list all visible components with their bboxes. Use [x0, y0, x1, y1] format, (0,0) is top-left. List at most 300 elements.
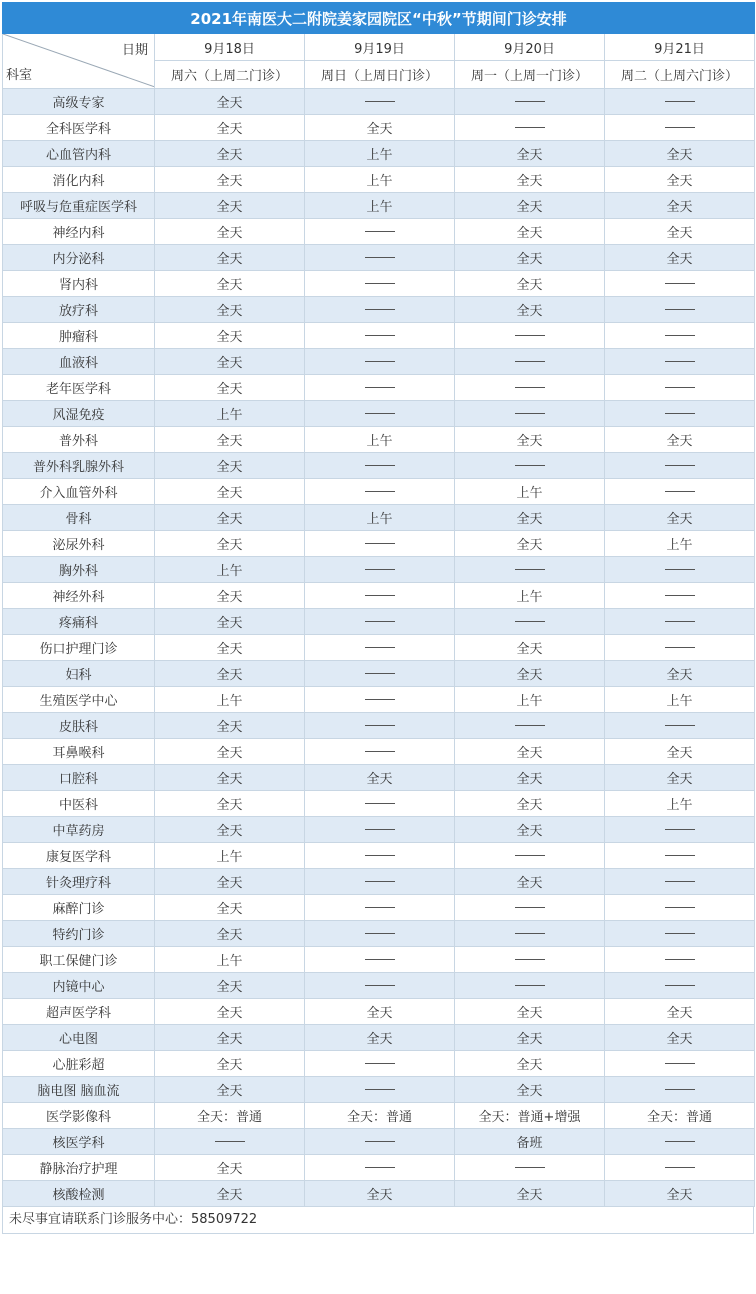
table-row — [3, 583, 755, 609]
table-row — [3, 1025, 755, 1051]
schedule-cell — [305, 479, 455, 505]
schedule-cell — [305, 973, 455, 999]
schedule-cell: 全天 — [155, 453, 305, 479]
date-header: 9月19日 — [305, 34, 455, 61]
not-open-dash — [365, 881, 395, 882]
schedule-cell: 全天 — [155, 375, 305, 401]
schedule-cell — [455, 947, 605, 973]
not-open-dash — [365, 491, 395, 492]
schedule-cell: 全天 — [605, 167, 755, 193]
not-open-dash — [665, 647, 695, 648]
not-open-dash — [365, 595, 395, 596]
department-cell: 生殖医学中心 — [3, 687, 155, 713]
schedule-cell — [305, 687, 455, 713]
schedule-cell — [605, 947, 755, 973]
table-row — [3, 401, 755, 427]
schedule-cell: 全天 — [155, 1051, 305, 1077]
not-open-dash — [365, 1141, 395, 1142]
not-open-dash — [665, 1141, 695, 1142]
table-row — [3, 1181, 755, 1207]
schedule-cell: 全天 — [305, 765, 455, 791]
department-cell: 内分泌科 — [3, 245, 155, 271]
schedule-cell: 全天 — [455, 167, 605, 193]
schedule-cell — [455, 895, 605, 921]
table-row — [3, 557, 755, 583]
schedule-cell: 全天 — [155, 583, 305, 609]
not-open-dash — [365, 933, 395, 934]
not-open-dash — [365, 361, 395, 362]
schedule-cell: 上午 — [605, 791, 755, 817]
table-row — [3, 531, 755, 557]
department-cell: 心电图 — [3, 1025, 155, 1051]
department-cell: 全科医学科 — [3, 115, 155, 141]
schedule-cell — [605, 1051, 755, 1077]
schedule-cell: 全天 — [455, 661, 605, 687]
schedule-cell: 上午 — [305, 427, 455, 453]
schedule-cell: 上午 — [155, 947, 305, 973]
schedule-cell — [305, 401, 455, 427]
schedule-cell: 全天 — [455, 531, 605, 557]
department-cell: 呼吸与危重症医学科 — [3, 193, 155, 219]
schedule-cell — [605, 635, 755, 661]
schedule-cell — [455, 843, 605, 869]
schedule-cell: 全天 — [155, 765, 305, 791]
schedule-cell — [305, 947, 455, 973]
weekday-header: 周二（上周六门诊） — [605, 61, 755, 89]
table-row — [3, 1129, 755, 1155]
table-row — [3, 375, 755, 401]
schedule-cell: 上午 — [455, 479, 605, 505]
schedule-cell: 全天 — [155, 115, 305, 141]
schedule-cell — [605, 271, 755, 297]
schedule-cell — [605, 89, 755, 115]
not-open-dash — [665, 127, 695, 128]
schedule-cell: 全天 — [155, 713, 305, 739]
not-open-dash — [365, 257, 395, 258]
schedule-cell: 全天 — [455, 141, 605, 167]
schedule-cell — [305, 661, 455, 687]
not-open-dash — [365, 803, 395, 804]
schedule-cell — [605, 1129, 755, 1155]
not-open-dash — [665, 933, 695, 934]
schedule-cell: 全天 — [305, 1025, 455, 1051]
department-cell: 神经外科 — [3, 583, 155, 609]
schedule-cell: 全天：普通 — [605, 1103, 755, 1129]
table-row — [3, 765, 755, 791]
schedule-cell — [305, 817, 455, 843]
department-cell: 职工保健门诊 — [3, 947, 155, 973]
not-open-dash — [365, 1063, 395, 1064]
table-row — [3, 427, 755, 453]
table-row — [3, 219, 755, 245]
table-row — [3, 947, 755, 973]
schedule-cell — [605, 401, 755, 427]
schedule-cell: 全天 — [305, 115, 455, 141]
not-open-dash — [665, 881, 695, 882]
schedule-cell — [305, 557, 455, 583]
schedule-cell — [605, 375, 755, 401]
not-open-dash — [665, 959, 695, 960]
table-row — [3, 245, 755, 271]
schedule-cell: 上午 — [155, 687, 305, 713]
department-cell: 特约门诊 — [3, 921, 155, 947]
schedule-cell — [305, 349, 455, 375]
schedule-cell — [305, 271, 455, 297]
schedule-cell: 全天 — [455, 791, 605, 817]
schedule-cell: 上午 — [305, 505, 455, 531]
schedule-cell — [305, 791, 455, 817]
department-cell: 妇科 — [3, 661, 155, 687]
schedule-cell: 备班 — [455, 1129, 605, 1155]
schedule-cell: 全天 — [455, 739, 605, 765]
schedule-cell — [305, 245, 455, 271]
not-open-dash — [365, 1089, 395, 1090]
not-open-dash — [365, 413, 395, 414]
not-open-dash — [665, 907, 695, 908]
department-cell: 康复医学科 — [3, 843, 155, 869]
department-cell: 骨科 — [3, 505, 155, 531]
not-open-dash — [665, 101, 695, 102]
schedule-cell — [455, 115, 605, 141]
schedule-cell: 全天：普通+增强 — [455, 1103, 605, 1129]
schedule-cell — [305, 895, 455, 921]
schedule-cell: 全天 — [155, 869, 305, 895]
not-open-dash — [665, 595, 695, 596]
schedule-cell — [605, 1077, 755, 1103]
not-open-dash — [665, 1089, 695, 1090]
schedule-cell: 全天 — [605, 141, 755, 167]
schedule-cell: 全天 — [155, 427, 305, 453]
table-row — [3, 973, 755, 999]
not-open-dash — [365, 725, 395, 726]
schedule-cell — [455, 713, 605, 739]
not-open-dash — [515, 127, 545, 128]
schedule-cell: 全天 — [455, 505, 605, 531]
schedule-cell — [455, 921, 605, 947]
department-cell: 胸外科 — [3, 557, 155, 583]
schedule-cell: 上午 — [605, 531, 755, 557]
schedule-cell — [605, 557, 755, 583]
department-cell: 超声医学科 — [3, 999, 155, 1025]
schedule-cell: 全天 — [155, 245, 305, 271]
department-cell: 中医科 — [3, 791, 155, 817]
department-cell: 血液科 — [3, 349, 155, 375]
not-open-dash — [665, 725, 695, 726]
not-open-dash — [365, 855, 395, 856]
schedule-cell: 全天 — [605, 999, 755, 1025]
not-open-dash — [365, 309, 395, 310]
table-row — [3, 505, 755, 531]
schedule-cell — [605, 869, 755, 895]
schedule-cell: 全天 — [155, 1155, 305, 1181]
schedule-cell: 上午 — [455, 583, 605, 609]
not-open-dash — [365, 907, 395, 908]
schedule-cell: 全天：普通 — [305, 1103, 455, 1129]
schedule-cell — [455, 323, 605, 349]
not-open-dash — [365, 621, 395, 622]
department-axis-label: 科室 — [6, 68, 33, 83]
schedule-cell: 全天 — [155, 973, 305, 999]
not-open-dash — [665, 621, 695, 622]
not-open-dash — [365, 283, 395, 284]
schedule-cell: 全天 — [455, 999, 605, 1025]
department-cell: 普外科 — [3, 427, 155, 453]
schedule-cell — [605, 115, 755, 141]
schedule-cell — [305, 323, 455, 349]
not-open-dash — [515, 1167, 545, 1168]
schedule-cell — [455, 375, 605, 401]
department-cell: 介入血管外科 — [3, 479, 155, 505]
department-cell: 中草药房 — [3, 817, 155, 843]
schedule-cell — [455, 1155, 605, 1181]
not-open-dash — [365, 647, 395, 648]
not-open-dash — [515, 907, 545, 908]
schedule-cell: 全天 — [155, 895, 305, 921]
department-cell: 肿瘤科 — [3, 323, 155, 349]
department-cell: 医学影像科 — [3, 1103, 155, 1129]
schedule-cell — [605, 713, 755, 739]
table-row — [3, 1155, 755, 1181]
schedule-cell: 全天 — [455, 817, 605, 843]
department-cell: 耳鼻喉科 — [3, 739, 155, 765]
department-cell: 普外科乳腺外科 — [3, 453, 155, 479]
table-row — [3, 739, 755, 765]
table-row — [3, 869, 755, 895]
not-open-dash — [665, 1167, 695, 1168]
not-open-dash — [515, 465, 545, 466]
not-open-dash — [665, 569, 695, 570]
schedule-cell — [605, 843, 755, 869]
schedule-cell: 全天 — [605, 219, 755, 245]
not-open-dash — [515, 985, 545, 986]
not-open-dash — [365, 751, 395, 752]
schedule-cell: 全天 — [455, 297, 605, 323]
schedule-cell — [455, 349, 605, 375]
table-row — [3, 895, 755, 921]
not-open-dash — [365, 101, 395, 102]
schedule-cell — [305, 739, 455, 765]
schedule-cell: 全天 — [605, 1181, 755, 1207]
schedule-cell: 全天 — [155, 739, 305, 765]
schedule-cell: 全天 — [455, 427, 605, 453]
schedule-cell — [455, 453, 605, 479]
schedule-cell: 全天 — [155, 817, 305, 843]
schedule-cell — [605, 297, 755, 323]
schedule-cell — [605, 973, 755, 999]
table-row — [3, 479, 755, 505]
schedule-cell — [305, 219, 455, 245]
schedule-cell: 上午 — [155, 401, 305, 427]
not-open-dash — [665, 985, 695, 986]
not-open-dash — [365, 1167, 395, 1168]
department-cell: 放疗科 — [3, 297, 155, 323]
schedule-cell — [305, 1077, 455, 1103]
department-cell: 风湿免疫 — [3, 401, 155, 427]
schedule-cell — [305, 1051, 455, 1077]
department-cell: 核酸检测 — [3, 1181, 155, 1207]
department-cell: 老年医学科 — [3, 375, 155, 401]
schedule-cell — [305, 921, 455, 947]
schedule-cell: 全天 — [455, 765, 605, 791]
schedule-cell — [605, 921, 755, 947]
table-row — [3, 271, 755, 297]
schedule-cell — [305, 713, 455, 739]
schedule-cell: 全天 — [455, 1025, 605, 1051]
not-open-dash — [665, 829, 695, 830]
schedule-cell — [605, 895, 755, 921]
not-open-dash — [665, 855, 695, 856]
table-row — [3, 609, 755, 635]
page-title: 2021年南医大二附院姜家园院区“中秋”节期间门诊安排 — [3, 3, 755, 34]
schedule-cell: 上午 — [305, 141, 455, 167]
not-open-dash — [365, 569, 395, 570]
schedule-cell: 全天 — [155, 323, 305, 349]
department-cell: 针灸理疗科 — [3, 869, 155, 895]
table-row — [3, 713, 755, 739]
table-row — [3, 817, 755, 843]
not-open-dash — [365, 543, 395, 544]
date-header: 9月20日 — [455, 34, 605, 61]
not-open-dash — [515, 387, 545, 388]
not-open-dash — [515, 959, 545, 960]
schedule-cell: 全天 — [155, 349, 305, 375]
not-open-dash — [515, 569, 545, 570]
schedule-cell: 全天 — [455, 1077, 605, 1103]
date-axis-label: 日期 — [121, 43, 148, 58]
schedule-cell: 全天 — [155, 1025, 305, 1051]
department-cell: 高级专家 — [3, 89, 155, 115]
table-row — [3, 1077, 755, 1103]
table-row — [3, 999, 755, 1025]
schedule-cell: 全天 — [455, 271, 605, 297]
schedule-cell: 全天 — [455, 869, 605, 895]
not-open-dash — [515, 855, 545, 856]
not-open-dash — [515, 413, 545, 414]
table-row — [3, 635, 755, 661]
schedule-cell — [305, 531, 455, 557]
schedule-cell: 上午 — [305, 167, 455, 193]
schedule-cell — [305, 635, 455, 661]
not-open-dash — [665, 465, 695, 466]
schedule-cell: 全天 — [155, 999, 305, 1025]
schedule-cell: 上午 — [155, 557, 305, 583]
department-cell: 疼痛科 — [3, 609, 155, 635]
not-open-dash — [365, 387, 395, 388]
not-open-dash — [365, 985, 395, 986]
department-cell: 肾内科 — [3, 271, 155, 297]
department-cell: 神经内科 — [3, 219, 155, 245]
schedule-cell: 全天 — [455, 219, 605, 245]
not-open-dash — [665, 361, 695, 362]
department-cell: 消化内科 — [3, 167, 155, 193]
table-row — [3, 323, 755, 349]
schedule-cell — [305, 843, 455, 869]
not-open-dash — [515, 101, 545, 102]
schedule-cell — [455, 557, 605, 583]
schedule-cell: 全天 — [455, 1051, 605, 1077]
schedule-cell: 全天 — [155, 271, 305, 297]
schedule-cell — [305, 869, 455, 895]
schedule-cell: 全天 — [155, 505, 305, 531]
table-row — [3, 453, 755, 479]
department-cell: 心血管内科 — [3, 141, 155, 167]
not-open-dash — [515, 725, 545, 726]
schedule-cell: 全天 — [155, 297, 305, 323]
schedule-cell: 上午 — [605, 687, 755, 713]
weekday-header: 周日（上周日门诊） — [305, 61, 455, 89]
schedule-cell: 全天 — [455, 635, 605, 661]
department-cell: 口腔科 — [3, 765, 155, 791]
schedule-cell: 全天 — [455, 1181, 605, 1207]
not-open-dash — [665, 309, 695, 310]
schedule-cell: 全天 — [155, 89, 305, 115]
not-open-dash — [665, 413, 695, 414]
not-open-dash — [365, 673, 395, 674]
date-header-row — [3, 34, 755, 61]
table-row — [3, 193, 755, 219]
schedule-cell: 全天 — [155, 219, 305, 245]
schedule-cell: 全天 — [605, 505, 755, 531]
schedule-cell: 全天 — [305, 1181, 455, 1207]
not-open-dash — [365, 959, 395, 960]
schedule-table — [2, 2, 755, 1207]
schedule-cell: 全天 — [155, 791, 305, 817]
schedule-cell: 全天 — [155, 1181, 305, 1207]
schedule-cell — [605, 817, 755, 843]
table-row — [3, 141, 755, 167]
not-open-dash — [365, 335, 395, 336]
schedule-cell: 全天 — [155, 635, 305, 661]
schedule-cell: 全天 — [605, 739, 755, 765]
not-open-dash — [665, 283, 695, 284]
schedule-cell — [305, 89, 455, 115]
not-open-dash — [665, 491, 695, 492]
schedule-cell: 全天 — [155, 531, 305, 557]
department-cell: 静脉治疗护理 — [3, 1155, 155, 1181]
table-row — [3, 1103, 755, 1129]
table-row — [3, 687, 755, 713]
schedule-cell: 全天 — [155, 193, 305, 219]
schedule-cell — [605, 323, 755, 349]
not-open-dash — [515, 361, 545, 362]
weekday-header: 周一（上周一门诊） — [455, 61, 605, 89]
schedule-cell: 全天 — [605, 245, 755, 271]
schedule-cell — [305, 453, 455, 479]
schedule-cell — [305, 1155, 455, 1181]
schedule-cell — [605, 583, 755, 609]
not-open-dash — [515, 933, 545, 934]
schedule-cell: 上午 — [455, 687, 605, 713]
schedule-cell — [605, 479, 755, 505]
weekday-header: 周六（上周二门诊） — [155, 61, 305, 89]
not-open-dash — [365, 465, 395, 466]
schedule-cell — [155, 1129, 305, 1155]
not-open-dash — [665, 335, 695, 336]
schedule-cell: 全天 — [605, 1025, 755, 1051]
department-cell: 皮肤科 — [3, 713, 155, 739]
schedule-cell: 全天 — [155, 921, 305, 947]
schedule-cell — [455, 89, 605, 115]
not-open-dash — [665, 1063, 695, 1064]
schedule-cell — [455, 401, 605, 427]
schedule-cell — [455, 973, 605, 999]
schedule-cell: 全天：普通 — [155, 1103, 305, 1129]
department-cell: 麻醉门诊 — [3, 895, 155, 921]
schedule-cell: 全天 — [155, 609, 305, 635]
schedule-cell: 全天 — [155, 661, 305, 687]
schedule-cell: 全天 — [305, 999, 455, 1025]
schedule-cell — [305, 375, 455, 401]
